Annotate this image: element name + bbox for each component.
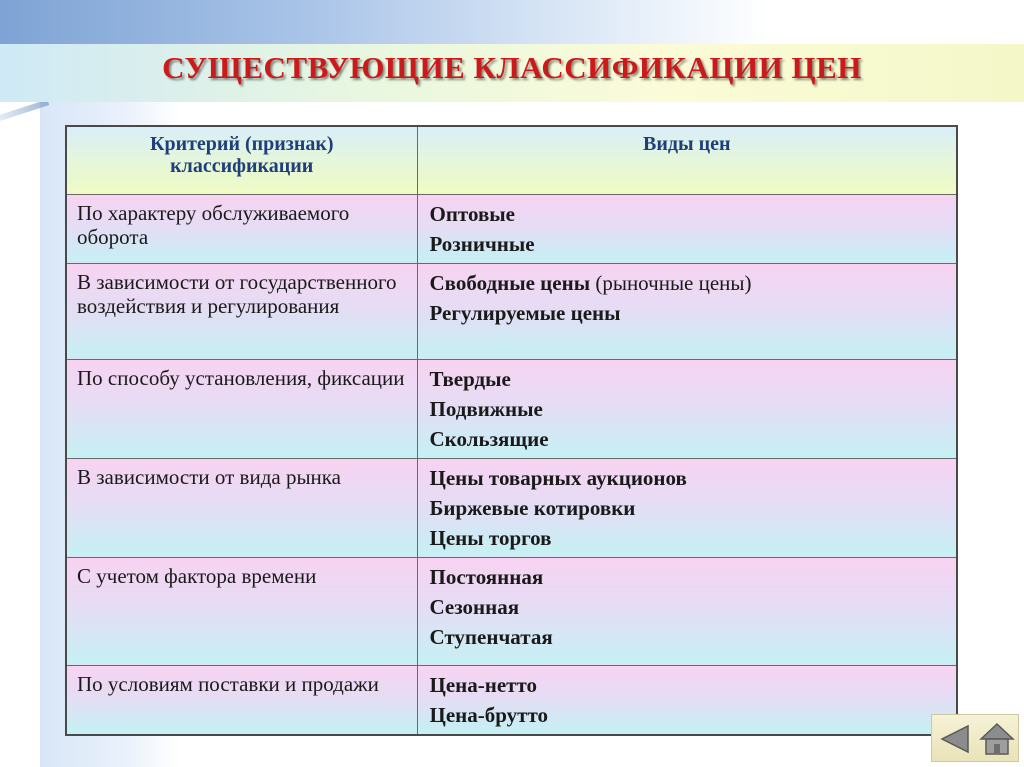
price-kind: Биржевые котировки — [429, 495, 636, 520]
criterion-cell: По условиям поставки и продажи — [66, 665, 417, 735]
kinds-cell — [417, 458, 957, 557]
price-kind: Цены торгов — [429, 525, 552, 550]
header-criterion: Критерий (признак) классификации — [66, 126, 417, 194]
price-kind — [430, 268, 947, 298]
criterion-cell: В зависимости от вида рынка — [66, 458, 417, 557]
criterion-cell: По способу установления, фиксации — [66, 359, 417, 458]
price-kind: Ступенчатая — [429, 624, 553, 649]
criterion-cell: В зависимости от государственного воздействия и регулирования — [66, 263, 417, 359]
price-kind: Розничные — [429, 231, 535, 256]
price-kind: Подвижные — [429, 396, 543, 421]
price-kind: Цены товарных аукционов — [429, 465, 687, 490]
back-button[interactable] — [936, 720, 974, 758]
home-button[interactable] — [978, 720, 1016, 758]
home-icon — [979, 721, 1015, 757]
price-kind: Постоянная — [429, 564, 544, 589]
header-kinds: Виды цен — [417, 126, 957, 194]
table-row — [66, 557, 957, 665]
table-row — [66, 665, 957, 735]
kinds-cell — [417, 557, 957, 665]
back-arrow-icon — [938, 722, 972, 756]
price-kind: Сезонная — [429, 594, 520, 619]
price-kind: Твердые — [429, 366, 511, 391]
slide-navigation — [931, 714, 1019, 762]
criterion-cell: По характеру обслуживаемого оборота — [66, 194, 417, 263]
criterion-cell: С учетом фактора времени — [66, 557, 417, 665]
top-decoration-bar — [0, 0, 1024, 44]
price-kind: Регулируемые цены — [429, 300, 621, 325]
kinds-cell — [417, 263, 957, 359]
kinds-cell — [417, 194, 957, 263]
price-kind-label: Свободные цены — [429, 270, 591, 295]
kinds-cell — [417, 665, 957, 735]
price-kind: Скользящие — [429, 426, 549, 451]
slide-title: СУЩЕСТВУЮЩИЕ КЛАССИФИКАЦИИ ЦЕН — [162, 50, 862, 85]
table-row — [66, 359, 957, 458]
price-kind: Цена-нетто — [429, 672, 538, 697]
table-row — [66, 458, 957, 557]
kinds-cell — [417, 359, 957, 458]
price-kind: Оптовые — [429, 201, 516, 226]
table-header-row — [66, 126, 957, 194]
table-row — [66, 194, 957, 263]
price-kind-note: (рыночные цены) — [590, 270, 752, 295]
table-row — [66, 263, 957, 359]
price-kind: Цена-брутто — [429, 702, 549, 727]
price-classification-table — [65, 125, 958, 736]
